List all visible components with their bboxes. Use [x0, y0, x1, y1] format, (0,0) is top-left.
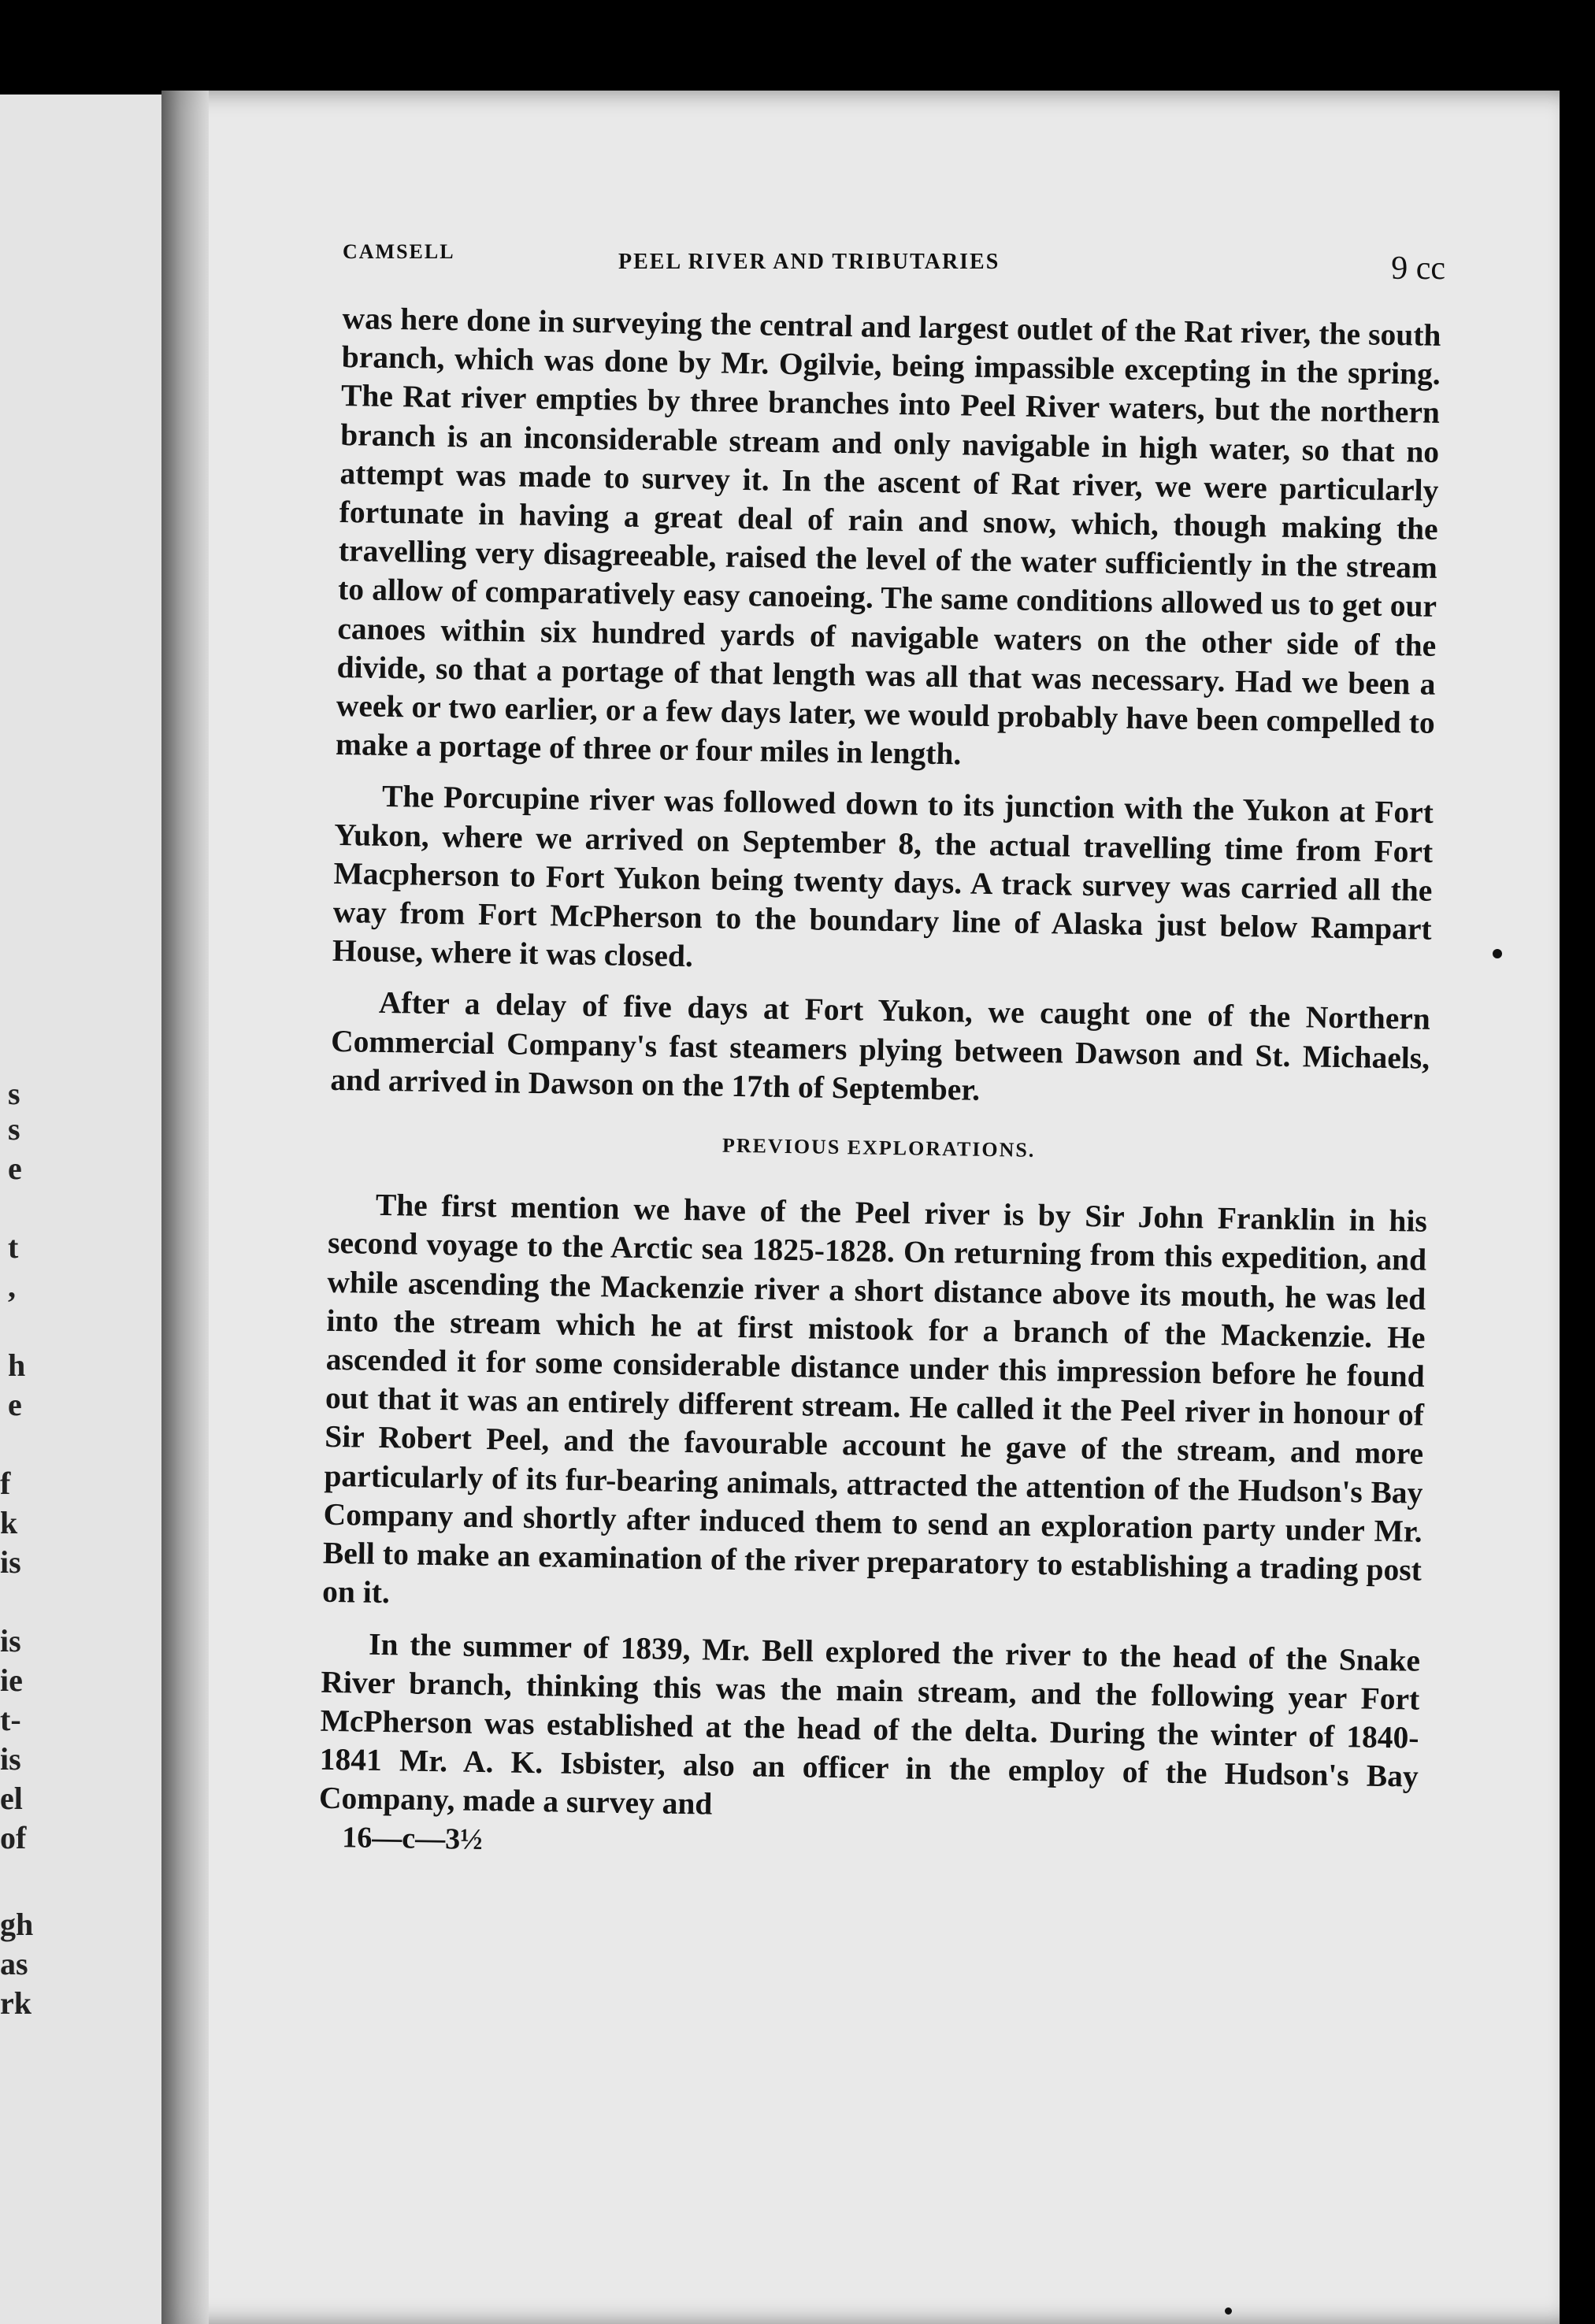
fragment-char: is — [0, 1741, 21, 1777]
fragment-char: is — [0, 1544, 21, 1580]
paragraph: The first mention we have of the Peel river is by Sir John Franklin in his second voyage to the Arctic sea 1825-1828. On returning from this expedition, and while ascending the Mackenzie river a short distance above its mouth, he was led into the stream which he at first mistook for a branch of the Mackenzie. He ascended it for some considerable distance under this impression before he found out that it was an entirely different stream. He called it the Peel river in honour of Sir Robert Peel, and the favourable account he gave of the stream, and more particularly of its fur-bearing animals, attracted the attention of the Hudson's Bay Company and shortly after induced them to send an exploration party under Mr. Bell to make an examination of the river preparatory to establishing a trading post on it. — [321, 1188, 1428, 1610]
fragment-char: el — [0, 1781, 23, 1816]
fragment-char: e — [8, 1387, 22, 1422]
paragraph: After a delay of five days at Fort Yukon, we caught one of the Northern Commercial Company's fast steamers plying between Dawson and St. Michaels, and arrived in Dawson on the 17th of September. — [330, 985, 1431, 1107]
fragment-char: t- — [0, 1702, 21, 1737]
paragraph: was here done in surveying the central and largest outlet of the Rat river, the south branch, which was done by Mr. Ogilvie, being impassible excepting in the spring. The Rat river empties by three branches into Peel River waters, but the northern branch is an inconsiderable stream and only navigable in high water, so that no attempt was made to survey it. In the ascent of Rat river, we were particularly fortunate in having a great deal of rain and snow, which, though making the travelling very disagreeable, raised the level of the water sufficiently in the stream to allow of comparatively easy canoeing. The same conditions allowed us to get our canoes within six hundred yards of navigable waters on the other side of the divide, so that a portage of that length was all that was necessary. Had we been a week or two earlier, or a few days later, we would probably have been compelled to make a portage of three or four miles in length. — [335, 300, 1441, 772]
fragment-char: rk — [0, 1985, 32, 2021]
fragment-char: of — [0, 1820, 27, 1855]
paragraph: In the summer of 1839, Mr. Bell explored the river to the head of the Snake River branch, thinking this was the main stream, and the following year Fort McPherson was established at the head of the delta. During the winter of 1840-1841 Mr. A. K. Isbister, also an officer in the employ of the Hudson's Bay Company, made a survey and — [318, 1626, 1421, 1822]
fragment-char: as — [0, 1946, 28, 1981]
fragment-char: t — [8, 1229, 19, 1265]
paragraph: The Porcupine river was followed down to its junction with the Yukon at Fort Yukon, where we arrived on September 8, the actual travelling time from Fort Macpherson to Fort Yukon being twenty days. A track survey was carried all the way from Fort McPherson to the boundary line of Alaska just below Rampart House, where it was closed. — [332, 779, 1434, 974]
fragment-char: f — [0, 1466, 11, 1501]
scan-speck — [1493, 949, 1502, 958]
fragment-char: is — [0, 1623, 21, 1659]
section-heading: PREVIOUS EXPLORATIONS. — [721, 1133, 1036, 1162]
scanned-page — [161, 91, 1560, 2324]
previous-page-edge — [0, 95, 161, 2324]
scan-speck — [1225, 2307, 1232, 2315]
fragment-char: e — [8, 1151, 22, 1186]
fragment-char: ie — [0, 1662, 23, 1698]
fragment-char: gh — [0, 1907, 34, 1942]
signature-mark: 16—c—3½ — [341, 1820, 484, 1856]
page-body — [318, 299, 1441, 1874]
chapter-header: PEEL RIVER AND TRIBUTARIES — [618, 250, 1000, 274]
author-header: CAMSELL — [343, 240, 455, 263]
fragment-char: k — [0, 1505, 18, 1540]
fragment-char: s — [8, 1111, 20, 1147]
running-head — [343, 240, 1445, 287]
fragment-char: , — [8, 1269, 16, 1304]
fragment-char: h — [8, 1347, 26, 1383]
page-gutter — [161, 91, 209, 2324]
fragment-char: s — [8, 1076, 20, 1111]
page-number: 9 cc — [1391, 250, 1445, 287]
